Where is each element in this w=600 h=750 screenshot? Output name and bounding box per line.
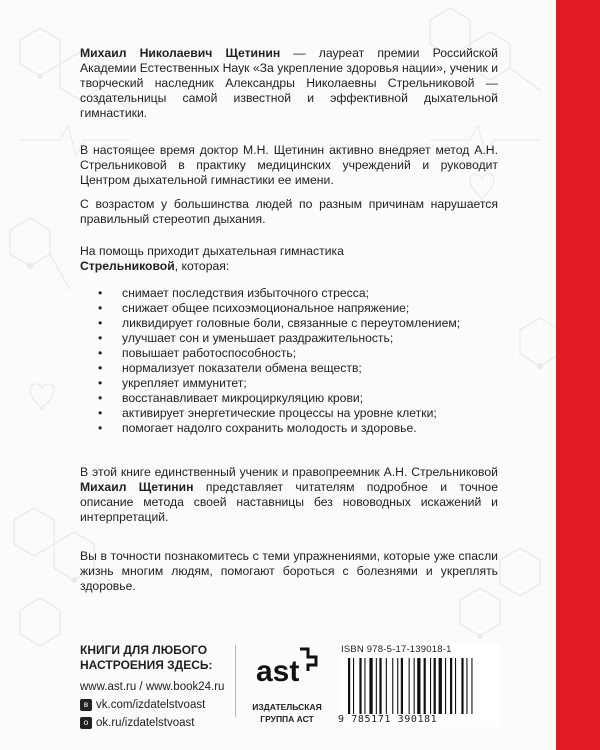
barcode-bar xyxy=(376,658,377,716)
bullet: • xyxy=(98,331,103,345)
publisher-logo xyxy=(242,643,332,724)
barcode-bar xyxy=(439,658,442,716)
footer-title-line2: НАСТРОЕНИЯ ЗДЕСЬ: xyxy=(80,658,213,672)
ast-logo-icon xyxy=(252,643,322,695)
barcode-digits: 9 785171 390181 xyxy=(338,714,500,725)
bullet: • xyxy=(98,286,103,300)
author-short-name: Михаил Щетинин xyxy=(80,480,194,494)
ok-link[interactable]: о ok.ru/izdatelstvoast xyxy=(80,715,230,731)
book-paragraph: В этой книге единственный ученик и правопреемник А.Н. Стрельниковой Михаил Щетинин представляет читателям подробное и точное описание метода своей наставницы без нововодных искажений и интерпретаций. xyxy=(80,465,498,524)
list-item: • снижает общее психоэмоциональное напряжение; xyxy=(98,301,410,315)
barcode-bar xyxy=(409,658,410,716)
footer-title-line1: КНИГИ ДЛЯ ЛЮБОГО xyxy=(80,643,208,657)
svg-text:ast: ast xyxy=(256,655,300,688)
red-spine-strip xyxy=(556,0,600,750)
barcode-bar xyxy=(401,658,403,716)
benefits-list xyxy=(80,286,498,436)
barcode-bar xyxy=(392,658,393,716)
list-item: • снимает последствия избыточного стресса; xyxy=(98,286,370,300)
barcode-bar xyxy=(414,658,415,716)
bullet: • xyxy=(98,346,103,360)
footer-divider xyxy=(235,645,236,717)
barcode-bars xyxy=(346,658,496,716)
list-item: • восстанавливает микроциркуляцию крови; xyxy=(98,391,364,405)
list-item: • активирует энергетические процессы на уровне клетки; xyxy=(98,406,437,420)
barcode-bar xyxy=(353,658,354,716)
bullet: • xyxy=(98,406,103,420)
publisher-caption-line2: ГРУППА АСТ xyxy=(260,714,314,724)
bullet: • xyxy=(98,316,103,330)
age-paragraph: С возрастом у большинства людей по разным причинам нарушается правильный стереотип дыхания. xyxy=(80,197,498,226)
list-item: • повышает работоспособность; xyxy=(98,346,297,360)
footer-links xyxy=(80,643,230,731)
author-paragraph xyxy=(80,46,498,121)
method-paragraph: В настоящее время доктор М.Н. Щетинин активно внедряет метод А.Н. Стрельниковой в практику медицинских учреждений и руководит Центром дыхательной гимнастики ее имени. xyxy=(80,143,498,187)
barcode-bar xyxy=(461,658,463,716)
help-tail: , которая: xyxy=(174,259,230,273)
help-lead: На помощь приходит дыхательная гимнастика xyxy=(80,244,344,258)
help-paragraph xyxy=(80,244,498,274)
barcode-bar xyxy=(359,658,361,716)
barcode-bar xyxy=(397,658,398,716)
publisher-caption-line1: ИЗДАТЕЛЬСКАЯ xyxy=(252,702,322,712)
barcode-bar xyxy=(455,658,456,716)
barcode-bar xyxy=(348,658,350,716)
barcode-bar xyxy=(364,658,365,716)
list-item: • нормализует показатели обмена веществ; xyxy=(98,361,362,375)
barcode-bar xyxy=(424,658,426,716)
barcode-bar xyxy=(434,658,436,716)
barcode-bar xyxy=(417,658,420,716)
strelnikova-name: Стрельниковой xyxy=(80,259,175,273)
bullet: • xyxy=(98,391,103,405)
barcode-bar xyxy=(450,658,452,716)
list-item: • укрепляет иммунитет; xyxy=(98,376,247,390)
barcode-bar xyxy=(386,658,387,716)
bullet: • xyxy=(98,361,103,375)
barcode-bar xyxy=(466,658,467,716)
isbn-number: ISBN 978-5-17-139018-1 xyxy=(341,644,452,655)
author-name: Михаил Николаевич Щетинин xyxy=(80,46,281,60)
list-item: • помогает надолго сохранить молодость и здоровье. xyxy=(98,421,417,435)
barcode-bar xyxy=(369,658,372,716)
list-item: • ликвидирует головные боли, связанные с переутомлением; xyxy=(98,316,461,330)
author-description: — лауреат премии Российской Академии Естественных Наук «За укрепление здоровья нации», ученик и творческий наследник Александры Николаевны Стрельниковой — создательницы самой известной и эффективной дыхательной гимнастики. xyxy=(80,46,498,120)
list-item: • улучшает сон и уменьшает раздражительность; xyxy=(98,331,394,345)
barcode-bar xyxy=(379,658,381,716)
barcode-bar xyxy=(471,658,472,716)
bullet: • xyxy=(98,421,103,435)
vk-link[interactable]: в vk.com/izdatelstvoast xyxy=(80,697,230,713)
website-link[interactable]: www.ast.ru / www.book24.ru xyxy=(80,681,225,693)
closing-paragraph: Вы в точности познакомитесь с теми упражнениями, которые уже спасли жизнь многим людям, помогают бороться с болезнями и укреплять здоровье. xyxy=(80,549,498,593)
bullet: • xyxy=(98,376,103,390)
bullet: • xyxy=(98,301,103,315)
barcode-bar xyxy=(445,658,446,716)
barcode-bar xyxy=(430,658,431,716)
ok-icon: о xyxy=(80,717,92,729)
vk-icon: в xyxy=(80,699,92,711)
